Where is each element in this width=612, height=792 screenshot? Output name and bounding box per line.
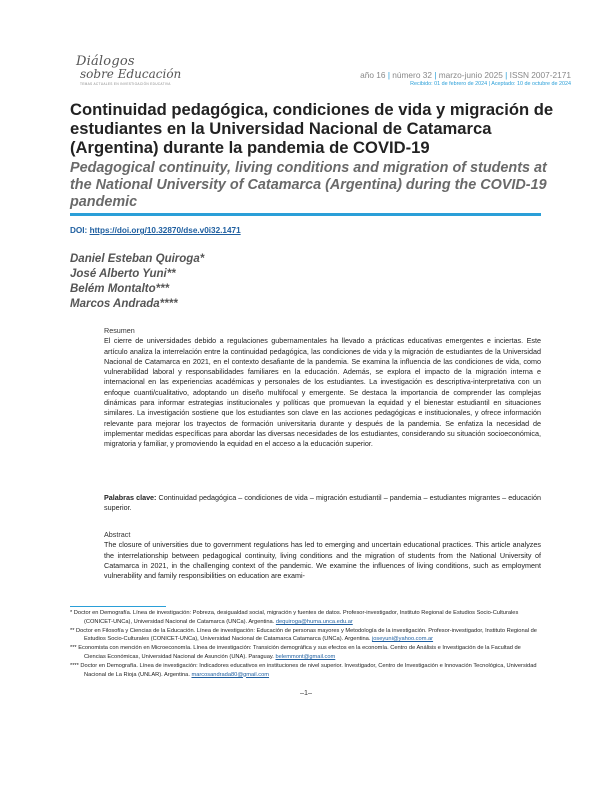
footnote-text: *** Economista con mención en Microeconomía. Línea de investigación: Transición demográfica y sus efectos en la economía. Centro de Análisis e Investigación de la Facultad de Ciencias Económicas, Universidad Nacional de Asunción (UNA). Paraguay. <box>70 645 521 660</box>
doi-label: DOI: <box>70 226 90 235</box>
journal-logo <box>66 54 226 90</box>
issue-number: número 32 <box>392 70 432 80</box>
separator: | <box>505 70 508 80</box>
received-date: Recibido: 01 de febrero de 2024 <box>410 81 488 87</box>
footnote-text: **** Doctor en Demografía. Línea de investigación: Indicadores educativos en instituciones de nivel superior. Investigador, Centro de Investigación e Innovación Tecnológica, Universidad Nacional de La Rioja (UNLAR). Argentina. <box>70 662 537 678</box>
footnote-email[interactable]: marcosandrada80@gmail.com <box>191 671 270 678</box>
title-english: Pedagogical continuity, living conditions and migration of students at the National University of Catamarca (Argentina) during the COVID-19 pandemic <box>70 160 547 210</box>
submission-dates <box>410 81 571 87</box>
title-divider <box>70 213 541 216</box>
accepted-date: Aceptado: 10 de octubre de 2024 <box>491 81 571 87</box>
footnote-email[interactable]: dequiroga@huma.unca.edu.ar <box>275 618 353 625</box>
author: Daniel Esteban Quiroga* <box>70 253 205 265</box>
footnotes <box>70 609 541 679</box>
resumen-text: El cierre de universidades debido a regulaciones gubernamentales ha llevado a prácticas educativas emergentes e inciertas. Este artículo analiza la interrelación entre la continuidad pedagógica, las condiciones de vida y la migración de estudiantes de la Universidad Nacional de Catamarca en 2021, en el contexto desafiante de la pandemia. Se examina la influencia de las condiciones de vida, como vulnerabilidad laboral y responsabilidades familiares en la educación. Además, se explora el impacto de la migración interna e internacional en las experiencias académicas y personales de los estudiantes. La investigación es descriptiva-interpretativa con un enfoque cuanti/cualitativo, adoptando un diseño multifocal y emergente. Se destaca la importancia de comprender las complejas dinámicas para informar estrategias institucionales y políticas que promuevan la equidad y el bienestar estudiantil en situaciones similares. La investigación sostiene que los estudiantes son clave en las acciones pedagógicas e institucionales, y ofrece información relevante para mejorar los trayectos de formación universitaria durante y después de la pandemia. Se enfatiza la necesidad de implementar medidas específicas para abordar las diversas necesidades de los estudiantes, considerando su situación socioeconómica, migratoria y familiar, y promoviendo la equidad en el acceso a la educación superior. <box>104 336 541 449</box>
footnote <box>70 644 541 662</box>
title-spanish: Continuidad pedagógica, condiciones de vida y migración de estudiantes en la Universidad Nacional de Catamarca (Argentina) durante la pandemia de COVID-19 <box>70 100 554 157</box>
issue-year: año 16 <box>360 70 386 80</box>
footnote <box>70 609 541 627</box>
separator: | <box>387 70 390 80</box>
keywords-section <box>104 493 541 514</box>
issn: ISSN 2007-2171 <box>509 70 571 80</box>
keywords-text: Continuidad pedagógica – condiciones de vida – migración estudiantil – pandemia – estudiantes migrantes – educación superior. <box>104 493 541 513</box>
footnote-text: * Doctor en Demografía. Línea de investigación: Pobreza, desigualdad social, migración y fuentes de datos. Profesor-investigador, Instituto Regional de Estudios Socio-Culturales (CONICET-UNCa), Universidad Nacional de Catamarca (UNCa). Argentina. <box>70 610 519 625</box>
footnote-text: ** Doctor en Filosofía y Ciencias de la Educación. Línea de investigación: Educación de personas mayores y Metodología de la investigación. Profesor-investigador, Instituto Regional de Estudios Socio-Culturales (CONICET-UNCa), Universidad Nacional de Catamarca Catamarca (UNCa). Argentina. <box>70 627 537 643</box>
separator: | <box>434 70 437 80</box>
author: Belém Montalto*** <box>70 283 170 295</box>
doi-line <box>70 226 241 235</box>
logo-line2: sobre Educación <box>80 67 182 81</box>
issue-period: marzo-junio 2025 <box>438 70 503 80</box>
author-list <box>70 252 204 312</box>
abstract-section <box>104 530 541 581</box>
issue-info <box>360 70 571 80</box>
footnote-email[interactable]: joseyuni@yahoo.com.ar <box>371 636 434 643</box>
resumen-section <box>104 326 541 450</box>
page-number: –1– <box>300 688 312 697</box>
separator: | <box>488 81 492 87</box>
author: Marcos Andrada**** <box>70 298 178 310</box>
abstract-text: The closure of universities due to government regulations has led to emerging and uncertain educational practices. This article analyzes the interrelationship between pedagogical continuity, living conditions and the migration of students from the National University of Catamarca in 2021, in the challenging context of the pandemic. We examine the influences of living conditions, such as employment vulnerability and family responsibilities on education are exami- <box>104 540 541 581</box>
logo-line1: Diálogos <box>76 54 135 69</box>
keywords-label: Palabras clave: <box>104 493 157 502</box>
resumen-heading: Resumen <box>104 326 135 335</box>
doi-link[interactable]: https://doi.org/10.32870/dse.v0i32.1471 <box>89 226 241 235</box>
abstract-heading: Abstract <box>104 530 131 539</box>
author: José Alberto Yuni** <box>70 268 176 280</box>
footnote <box>70 662 541 680</box>
footnote-email[interactable]: belemmont@gmail.com <box>275 653 336 660</box>
logo-tagline: TEMAS ACTUALES EN INVESTIGACIÓN EDUCATIVA <box>80 82 171 86</box>
footnote <box>70 627 541 645</box>
footnote-divider <box>70 606 166 607</box>
